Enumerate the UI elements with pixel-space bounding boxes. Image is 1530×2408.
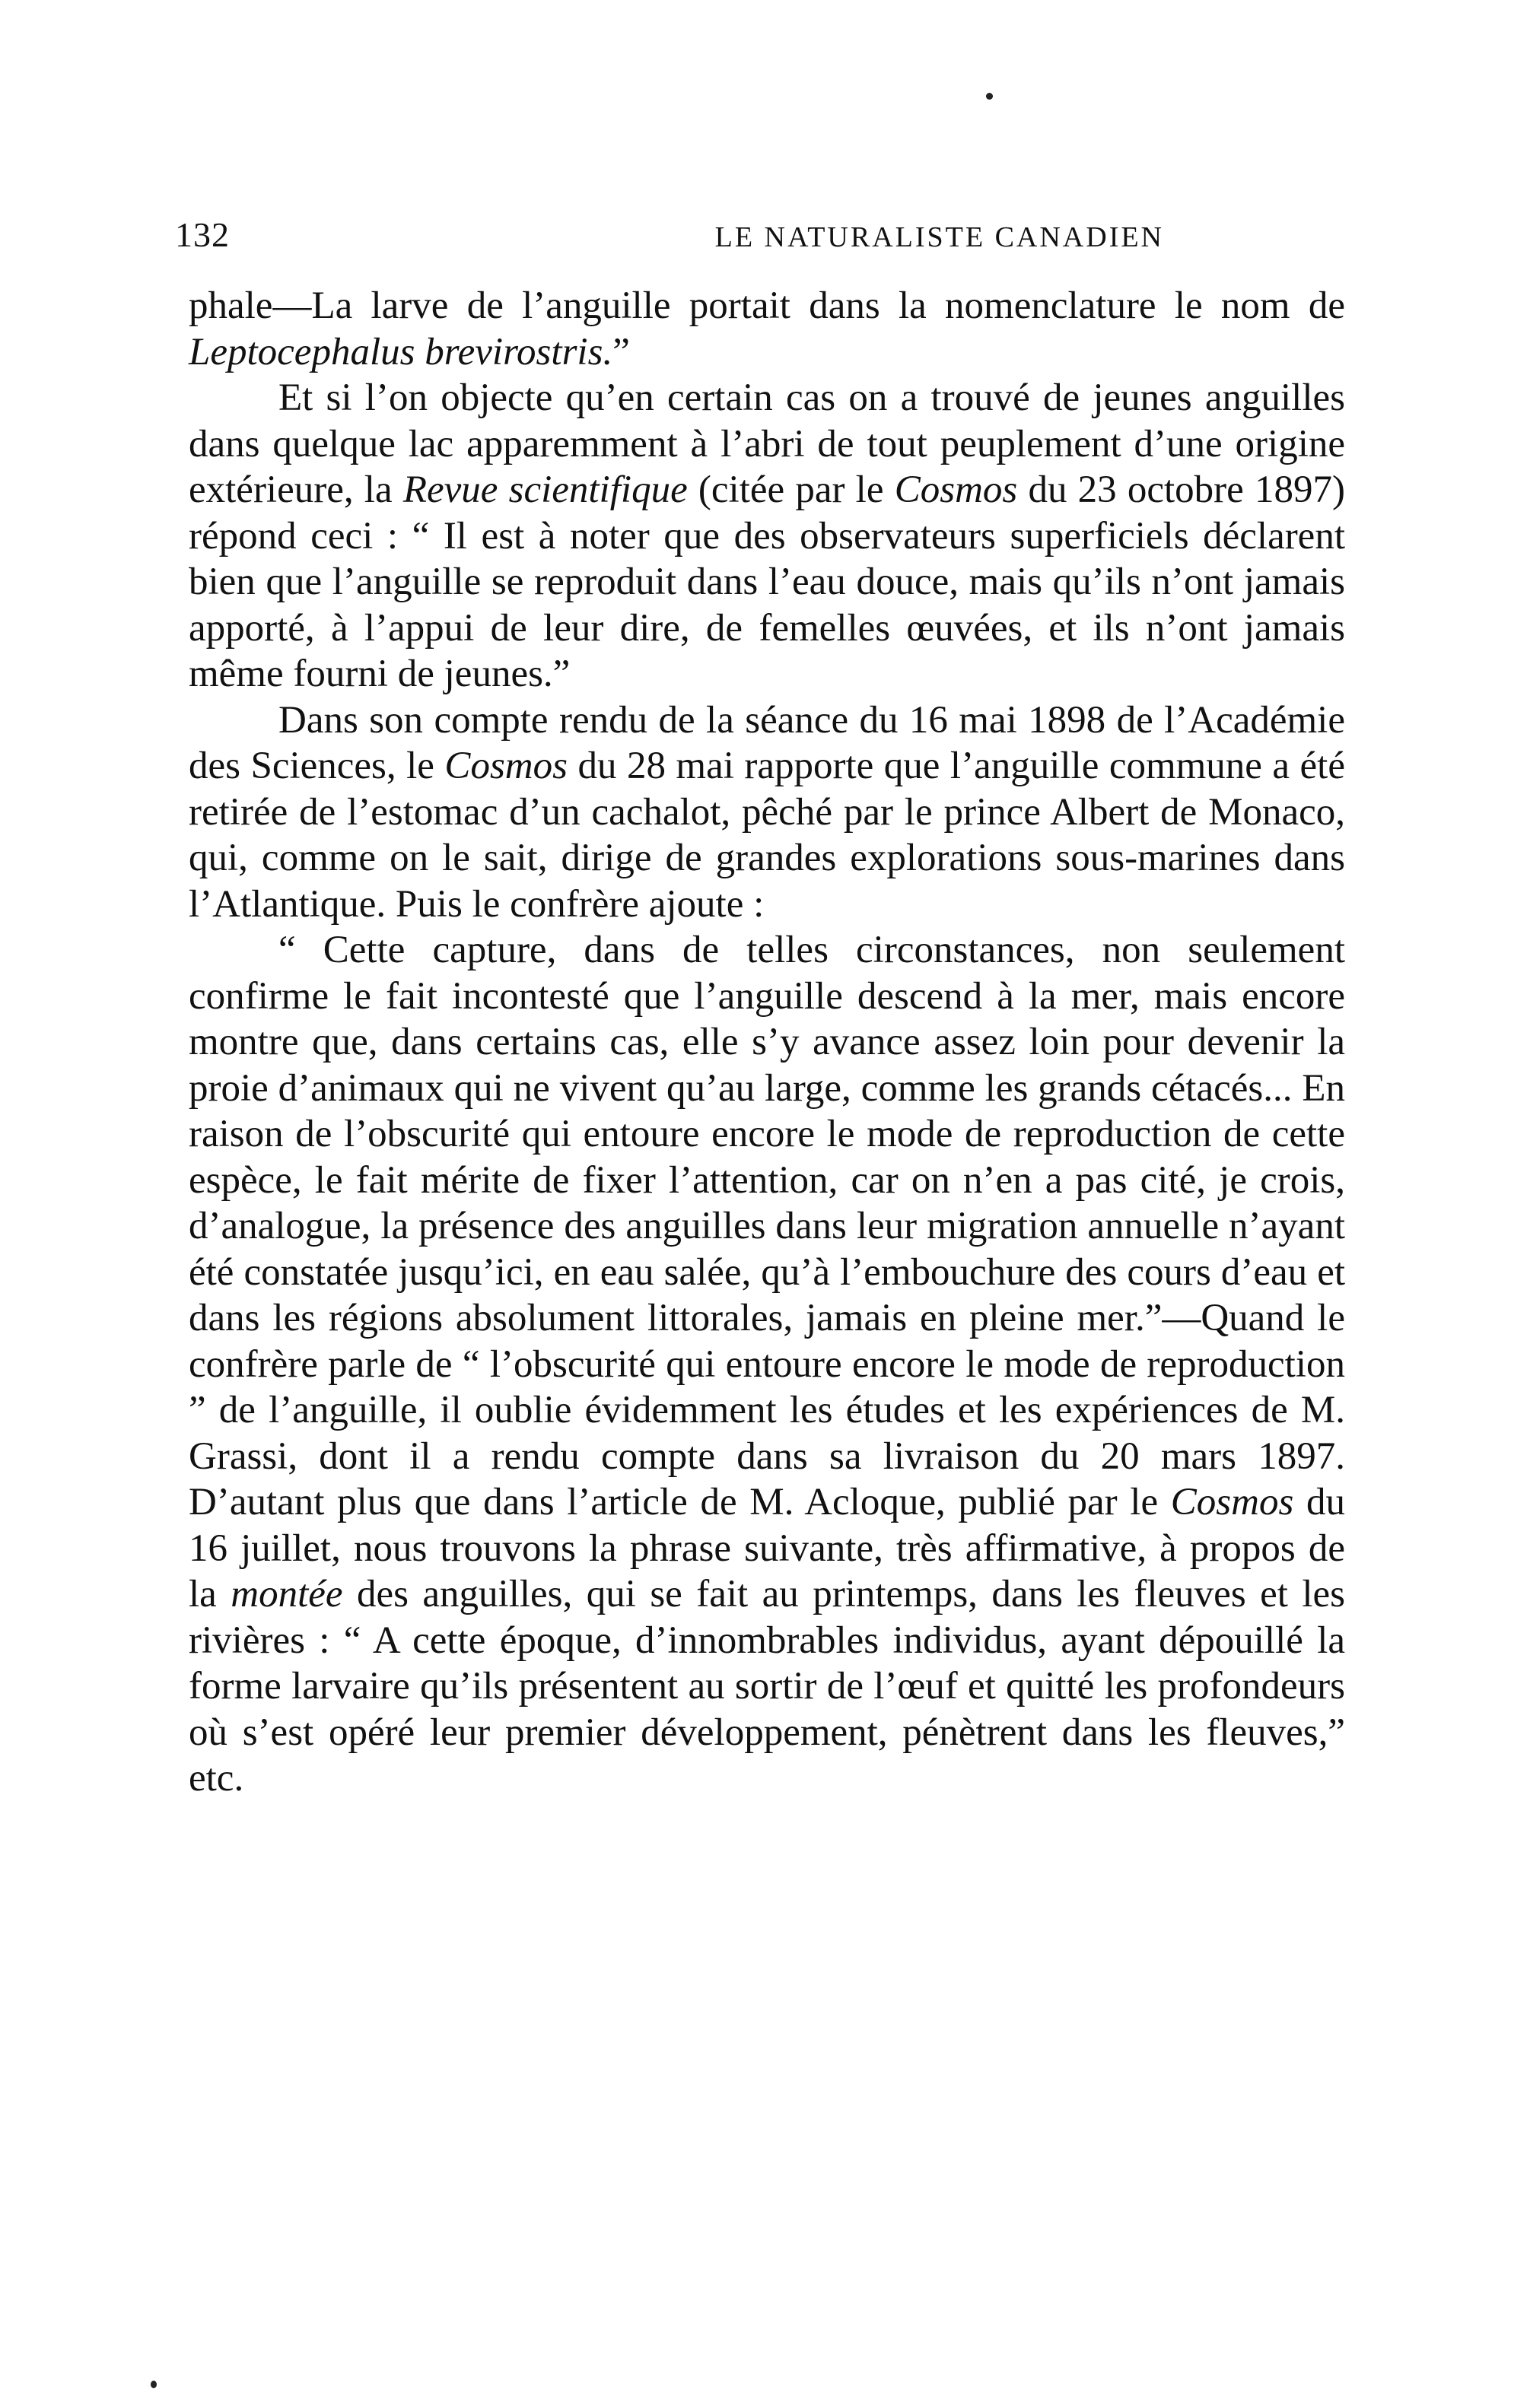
text-segment: du 28 mai rapporte que l’anguille commune a été retirée de l’estomac d’un cachalot, pêché par le prince Albert de Monaco, qui, comme on le sait, dirige de grandes explorations sous-marines dans l’Atlantique. Puis le confrère ajoute :: [189, 745, 1345, 926]
italic-text-segment: Revue scientifique: [402, 469, 688, 511]
text-segment: ”: [612, 330, 630, 373]
ink-speck: [986, 93, 993, 100]
text-segment: (citée par le: [687, 469, 895, 511]
text-segment: du 16 juillet, nous trouvons la phrase suivante, très affirmative, à propos de la: [189, 1481, 1345, 1615]
text-segment: “ Cette capture, dans de telles circonstances, non seulement confirme le fait incontesté que l’anguille descend à la mer, mais encore montre que, dans certains cas, elle s’y avance assez loin pour devenir la proie d’animaux qui ne vivent qu’au large, comme les grands cétacés... En raison de l’obscurité qui entoure encore le mode de reproduction de cette espèce, le fait mérite de fixer l’attention, car on n’en a pas cité, je crois, d’analogue, la présence des anguilles dans leur migration annuelle n’ayant été constatée jusqu’ici, en eau salée, qu’à l’embouchure des cours d’eau et dans les régions absolument littorales, jamais en pleine mer.”—Quand le confrère parle de “ l’obscurité qui entoure encore le mode de reproduction ” de l’anguille, il oublie évidemment les études et les expériences de M. Grassi, dont il a rendu compte dans sa livraison du 20 mars 1897. D’autant plus que dans l’article de M. Acloque, publié par le: [189, 929, 1345, 1523]
paragraph: [189, 283, 1345, 375]
italic-text-segment: Cosmos: [894, 469, 1018, 511]
text-segment: phale—La larve de l’anguille portait dans la nomenclature le nom de: [189, 284, 1345, 327]
text-segment: Et si l’on objecte qu’en certain cas on a trouvé de jeunes anguilles dans quelque lac apparemment à l’abri de tout peuplement d’une origine extérieure, la: [189, 376, 1345, 511]
text-segment: Dans son compte rendu de la séance du 16 mai 1898 de l’Académie des Sciences, le: [189, 698, 1345, 787]
text-segment: du 23 octobre 1897) répond ceci : “ Il est à noter que des observateurs superficiels déclarent bien que l’anguille se reproduit dans l’eau douce, mais qu’ils n’ont jamais apporté, à l’appui de leur dire, de femelles œuvées, et ils n’ont jamais même fourni de jeunes.”: [189, 469, 1345, 695]
italic-text-segment: Cosmos: [1170, 1481, 1294, 1523]
ink-speck: [151, 2381, 157, 2388]
quotation-paragraph: [189, 927, 1345, 1802]
italic-text-segment: Cosmos: [444, 745, 568, 787]
italic-text-segment: Leptocephalus brevirostris.: [189, 330, 613, 373]
page-number: 132: [175, 215, 230, 254]
body-text: [189, 283, 1345, 1802]
paragraph: [189, 375, 1345, 697]
paragraph: [189, 697, 1345, 928]
page-header: [175, 214, 1362, 260]
italic-text-segment: montée: [231, 1573, 343, 1615]
running-title: LE NATURALISTE CANADIEN: [714, 221, 1164, 253]
text-segment: des anguilles, qui se fait au printemps, dans les fleuves et les rivières : “ A cette époque, d’innombrables individus, ayant dépouillé la forme larvaire qu’ils présentent au sortir de l’œuf et quitté les profondeurs où s’est opéré leur premier développement, pénètrent dans les fleuves,” etc.: [189, 1573, 1345, 1800]
